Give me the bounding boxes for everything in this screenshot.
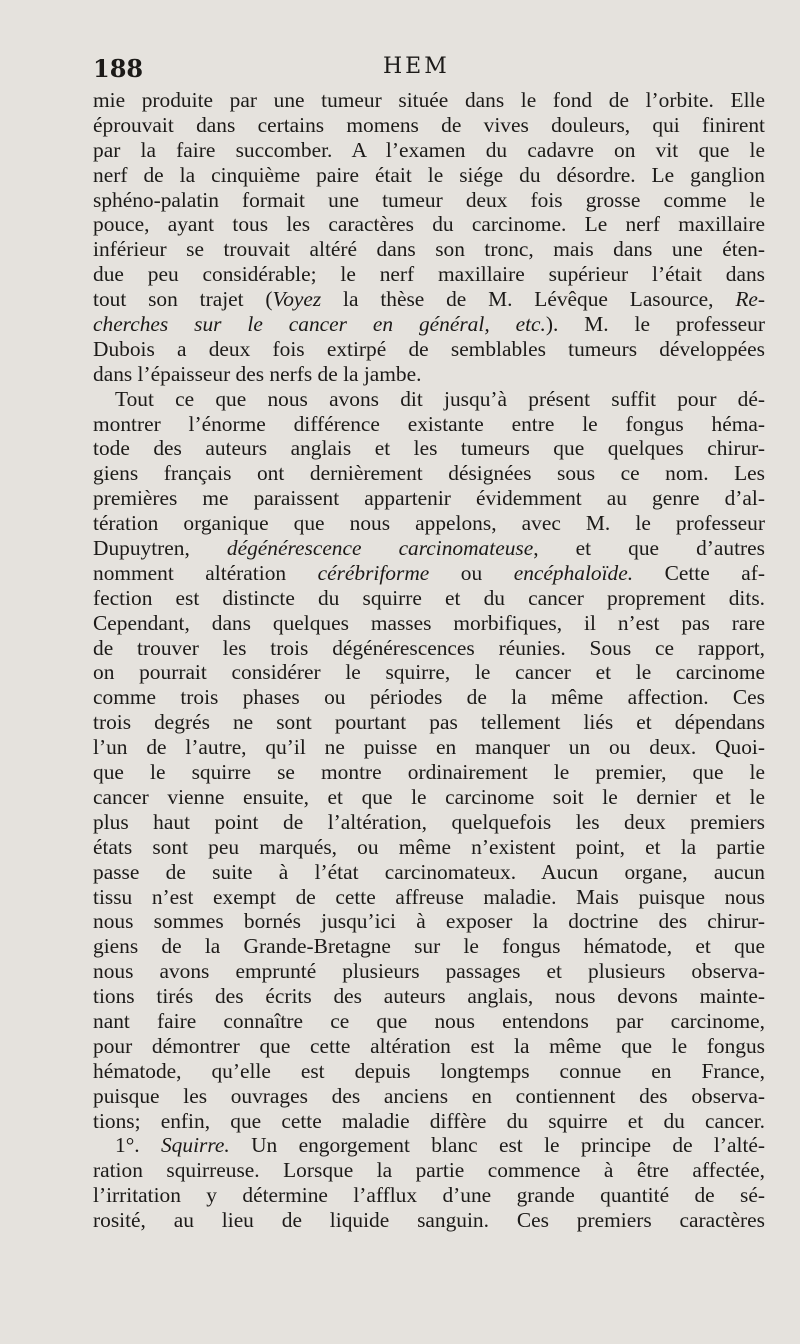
text-span: pouce, ayant tous les caractères du carcinome. Le nerf maxillaire	[93, 212, 765, 237]
text-span: , et que d’autres	[533, 536, 765, 561]
text-line	[93, 860, 765, 885]
text-line	[93, 138, 765, 163]
text-line	[93, 237, 765, 262]
text-line	[93, 312, 765, 337]
text-line	[93, 287, 765, 312]
body-text	[93, 88, 765, 1233]
text-line	[93, 810, 765, 835]
text-line	[93, 536, 765, 561]
text-span: Tout ce que nous avons dit jusqu’à présent suffit pour dé-	[115, 386, 765, 411]
text-span: pour démontrer que cette altération est la même que le fongus	[93, 1033, 765, 1058]
text-span: inférieur se trouvait altéré dans son tronc, mais dans une éten-	[93, 237, 765, 262]
italic-text: cherches sur le cancer en général, etc.	[93, 312, 546, 337]
text-span: que le squirre se montre ordinairement le premier, que le	[93, 760, 765, 785]
text-span: par la faire succomber. A l’examen du cadavre on vit que le	[93, 137, 765, 162]
text-span: nerf de la cinquième paire était le siége du désordre. Le ganglion	[93, 162, 765, 187]
text-line	[93, 785, 765, 810]
text-span: giens de la Grande-Bretagne sur le fongus hématode, et que	[93, 934, 765, 959]
text-line	[93, 660, 765, 685]
text-span: Cependant, dans quelques masses morbifiques, il n’est pas rare	[93, 610, 765, 635]
text-line	[93, 561, 765, 586]
text-span: ration squirreuse. Lorsque la partie commence à être affectée,	[93, 1158, 765, 1183]
text-span: tissu n’est exempt de cette affreuse maladie. Mais puisque nous	[93, 884, 765, 909]
italic-text: Squirre.	[160, 1133, 230, 1158]
text-line	[93, 1059, 765, 1084]
text-span: états sont peu marqués, ou même n’existent point, et la partie	[93, 834, 765, 859]
text-line	[93, 959, 765, 984]
italic-text: encéphaloïde.	[513, 560, 634, 585]
text-span: nant faire connaître ce que nous entendons par carcinome,	[93, 1008, 765, 1033]
page-header	[93, 52, 740, 84]
text-span: sphéno-palatin formait une tumeur deux fois grosse comme le	[93, 187, 765, 212]
text-line	[93, 1109, 765, 1134]
text-span: tération organique que nous appelons, avec M. le professeur	[93, 511, 765, 536]
text-span: comme trois phases ou périodes de la même affection. Ces	[93, 685, 765, 710]
text-line	[93, 710, 765, 735]
text-line	[93, 188, 765, 213]
italic-text: Voyez	[272, 287, 322, 312]
text-line	[93, 113, 765, 138]
text-span: rosité, au lieu de liquide sanguin. Ces premiers caractères	[93, 1208, 765, 1233]
text-line	[93, 461, 765, 486]
text-line	[93, 636, 765, 661]
text-span: tout son trajet (	[93, 287, 273, 312]
text-line	[93, 88, 765, 113]
text-span: Cette af-	[633, 560, 765, 585]
text-span: cancer vienne ensuite, et que le carcinome soit le dernier et le	[93, 784, 765, 809]
text-span: tions tirés des écrits des auteurs anglais, nous devons mainte-	[93, 984, 765, 1009]
text-line	[93, 934, 765, 959]
text-span: ou	[429, 560, 514, 585]
text-line	[93, 387, 765, 412]
text-span: plus haut point de l’altération, quelquefois les deux premiers	[93, 809, 765, 834]
text-line	[93, 212, 765, 237]
text-line	[93, 1034, 765, 1059]
text-line	[93, 685, 765, 710]
text-span: premières me paraissent appartenir évidemment au genre d’al-	[93, 486, 765, 511]
text-line	[93, 362, 765, 387]
running-head: HEM	[383, 54, 450, 79]
text-span: l’irritation y détermine l’afflux d’une grande quantité de sé-	[93, 1183, 765, 1208]
italic-text: dégénérescence carcinomateuse	[226, 536, 534, 561]
text-span: montrer l’énorme différence existante entre le fongus héma-	[93, 411, 765, 436]
text-span: de trouver les trois dégénérescences réunies. Sous ce rapport,	[93, 635, 765, 660]
text-line	[93, 412, 765, 437]
text-line	[93, 611, 765, 636]
text-line	[93, 1158, 765, 1183]
text-span: nous avons emprunté plusieurs passages et plusieurs observa-	[93, 959, 765, 984]
text-span: due peu considérable; le nerf maxillaire supérieur l’était dans	[93, 262, 765, 287]
text-line	[93, 1183, 765, 1208]
italic-text: cérébriforme	[317, 560, 430, 585]
text-line	[93, 909, 765, 934]
text-line	[93, 163, 765, 188]
text-line	[93, 486, 765, 511]
text-span: hématode, qu’elle est depuis longtemps connue en France,	[93, 1058, 765, 1083]
text-span: passe de suite à l’état carcinomateux. Aucun organe, aucun	[93, 859, 765, 884]
text-line	[93, 337, 765, 362]
page-number: 188	[93, 54, 144, 83]
text-span: ). M. le professeur	[545, 312, 765, 337]
text-span: 1°.	[115, 1133, 161, 1158]
text-span: tions; enfin, que cette maladie diffère du squirre et du cancer.	[93, 1108, 765, 1133]
text-span: Dupuytren,	[93, 536, 227, 561]
text-span: giens français ont dernièrement désignées sous ce nom. Les	[93, 461, 765, 486]
text-line	[93, 885, 765, 910]
text-line	[93, 835, 765, 860]
text-span: puisque les ouvrages des anciens en contiennent des observa-	[93, 1083, 765, 1108]
text-span: Dubois a deux fois extirpé de semblables tumeurs développées	[93, 336, 765, 361]
text-span: éprouvait dans certains momens de vives douleurs, qui finirent	[93, 112, 765, 137]
text-line	[93, 436, 765, 461]
text-span: tode des auteurs anglais et les tumeurs que quelques chirur-	[93, 436, 765, 461]
text-span: trois degrés ne sont pourtant pas tellement liés et dépendans	[93, 710, 765, 735]
text-line	[93, 511, 765, 536]
text-line	[93, 1208, 765, 1233]
text-line	[93, 760, 765, 785]
text-span: la thèse de M. Lévêque Lasource,	[321, 287, 736, 312]
text-span: Un engorgement blanc est le principe de l’alté-	[229, 1133, 765, 1158]
text-span: nous sommes bornés jusqu’ici à exposer la doctrine des chirur-	[93, 909, 765, 934]
text-line	[93, 1133, 765, 1158]
text-span: mie produite par une tumeur située dans le fond de l’orbite. Elle	[93, 88, 765, 112]
text-line	[93, 1009, 765, 1034]
text-line	[93, 586, 765, 611]
text-span: dans l’épaisseur des nerfs de la jambe.	[93, 361, 422, 386]
text-span: on pourrait considérer le squirre, le cancer et le carcinome	[93, 660, 765, 685]
text-line	[93, 1084, 765, 1109]
text-line	[93, 735, 765, 760]
text-span: nomment altération	[93, 560, 318, 585]
text-span: fection est distincte du squirre et du cancer proprement dits.	[93, 585, 765, 610]
text-line	[93, 262, 765, 287]
text-span: l’un de l’autre, qu’il ne puisse en manquer un ou deux. Quoi-	[93, 735, 765, 760]
text-line	[93, 984, 765, 1009]
italic-text: Re-	[735, 287, 765, 312]
